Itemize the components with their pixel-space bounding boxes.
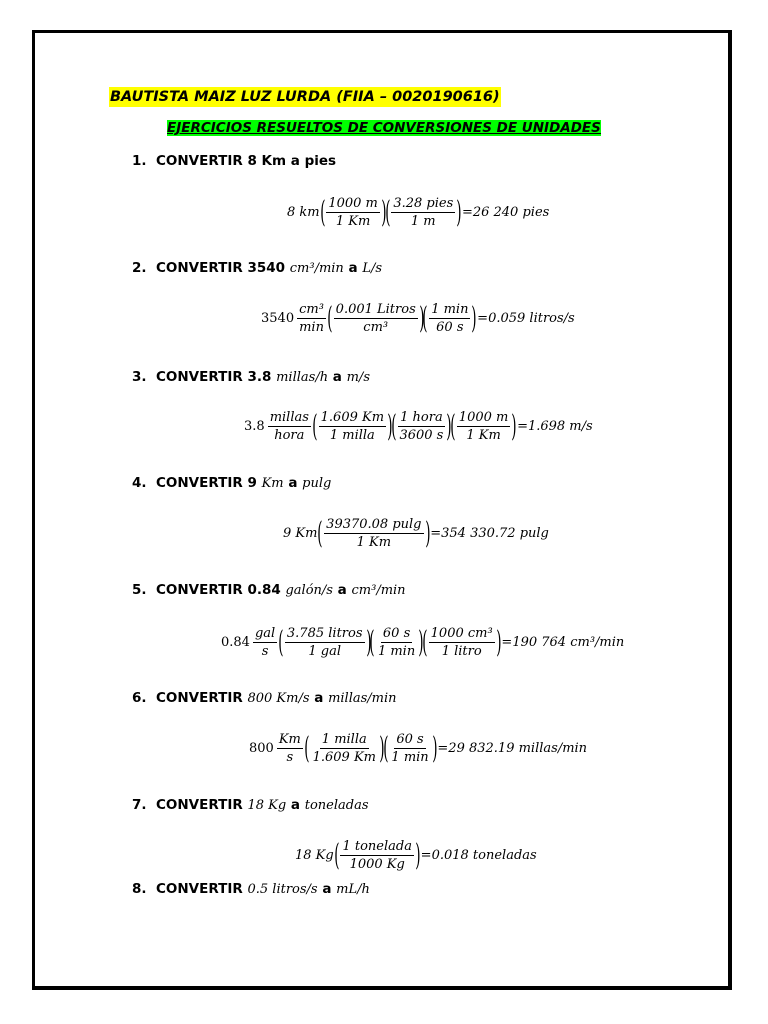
equation-4: 9 Km ( $\frac{39370.08 pulg}{1 Km}$ ) =354 330.72 pulg xyxy=(283,515,549,551)
exercise-4 xyxy=(132,473,331,494)
eq-result: =1.698 m/s xyxy=(517,419,593,434)
eq-fraction: $\frac{39370.08 pulg}{1 Km}$ xyxy=(326,517,422,550)
exercise-label: CONVERTIR 8 Km a pies xyxy=(156,153,337,169)
exercise-number: 5. xyxy=(132,582,147,598)
eq-fraction: $\frac{1000 m}{1 Km}$ xyxy=(328,196,378,229)
exercise-label: CONVERTIR 3.8 xyxy=(156,369,272,385)
exercise-3 xyxy=(132,367,370,388)
exercise-number: 1. xyxy=(132,153,147,169)
unit-from: galón/s xyxy=(285,583,333,598)
eq-fraction: $\frac{1 \min}{60 s}$ xyxy=(431,302,469,335)
exercise-number: 6. xyxy=(132,690,147,706)
unit-to: m/s xyxy=(346,370,370,385)
unit-from: 0.5 litros/s xyxy=(247,882,318,897)
unit-to: pulg xyxy=(302,476,332,491)
exercise-label: CONVERTIR 0.84 xyxy=(156,582,281,598)
equation-6: 800 $\frac{Km}{s}$ ( $\frac{\text{1 milla}}{1.609 Km}$ ) ( $\frac{60 s}{1 \min}$ ) =29 832.19 millas/min xyxy=(249,730,588,766)
exercise-8 xyxy=(132,879,370,900)
exercise-7 xyxy=(132,795,369,816)
eq-lead: 800 xyxy=(249,741,274,756)
exercise-label: CONVERTIR 3540 xyxy=(156,260,286,276)
connector: a xyxy=(348,260,358,276)
eq-result: =29 832.19 millas/min xyxy=(437,741,588,756)
connector: a xyxy=(288,475,298,491)
unit-from: Km xyxy=(261,476,284,491)
eq-lead: 8 km xyxy=(287,205,320,220)
eq-result: =354 330.72 pulg xyxy=(430,526,549,541)
exercise-2 xyxy=(132,258,382,279)
eq-fraction: $\frac{\text{1 milla}}{1.609 Km}$ xyxy=(312,732,376,765)
unit-to: cm³/min xyxy=(351,583,406,598)
eq-fraction: $\frac{\text{cm³}}{\min}$ xyxy=(299,302,324,335)
eq-result: =190 764 cm³/min xyxy=(501,635,625,650)
page-title-text: EJERCICIOS RESUELTOS DE CONVERSIONES DE UNIDADES xyxy=(167,120,601,136)
connector: a xyxy=(290,797,301,813)
unit-from: cm³/min xyxy=(289,261,344,276)
connector: a xyxy=(337,582,347,598)
connector: a xyxy=(314,690,324,706)
eq-lead: 9 Km xyxy=(283,526,318,541)
equation-1: 8 km ( $\frac{1000 m}{1 Km}$ ) ( $\frac{\text{3.28 pies}}{1 m}$ ) =26 240 pies xyxy=(287,194,550,230)
eq-result: =0.018 toneladas xyxy=(420,848,537,863)
exercise-number: 4. xyxy=(132,475,147,491)
equation-2: 3540 $\frac{\text{cm³}}{\min}$ ( $\frac{\text{0.001 Litros}}{\text{cm³}}$ ) ( $\frac{1 \min}{60 s}$ ) =0.059 litros/s xyxy=(261,300,575,336)
equation-3: 3.8 $\frac{\text{millas}}{\text{hora}}$ ( $\frac{1.609 Km}{\text{1 milla}}$ ) ( $\frac{\text{1 hora}}{3600 s}$ ) ( $\frac{1000 m}{1 Km}$ ) =1.698 m/s xyxy=(244,408,593,444)
eq-fraction: $\frac{\text{1 tonelada}}{1000 Kg}$ xyxy=(342,839,412,872)
eq-fraction: $\frac{\text{1000 cm³}}{\text{1 litro}}$ xyxy=(430,626,493,659)
exercise-number: 7. xyxy=(132,797,147,813)
unit-to: toneladas xyxy=(304,798,369,813)
eq-lead: 0.84 xyxy=(221,635,250,650)
eq-result: =0.059 litros/s xyxy=(477,311,575,326)
exercise-number: 2. xyxy=(132,260,147,276)
unit-from: millas/h xyxy=(276,370,329,385)
unit-from: 800 Km/s xyxy=(247,691,310,706)
eq-fraction: $\frac{Km}{s}$ xyxy=(278,732,301,765)
eq-fraction: $\frac{\text{3.785 litros}}{\text{1 gal}}$ xyxy=(286,626,363,659)
exercise-label: CONVERTIR 9 xyxy=(156,475,257,491)
equation-5: 0.84 $\frac{\text{gal}}{s}$ ( $\frac{\text{3.785 litros}}{\text{1 gal}}$ ) ( $\frac{60 s}{1 \min}$ ) ( $\frac{\text{1000 cm³}}{\text{1 litro}}$ ) =190 764 cm³/min xyxy=(221,624,625,660)
exercise-1 xyxy=(132,151,336,171)
connector: a xyxy=(332,369,342,385)
eq-fraction: $\frac{60 s}{1 \min}$ xyxy=(377,626,416,659)
eq-fraction: $\frac{\text{0.001 Litros}}{\text{cm³}}$ xyxy=(335,302,416,335)
unit-from: 18 Kg xyxy=(247,798,287,813)
exercise-label: CONVERTIR xyxy=(156,797,243,813)
unit-to: L/s xyxy=(362,261,383,276)
exercise-label: CONVERTIR xyxy=(156,690,243,706)
exercise-number: 3. xyxy=(132,369,147,385)
eq-fraction: $\frac{60 s}{1 \min}$ xyxy=(391,732,429,765)
eq-fraction: $\frac{\text{3.28 pies}}{1 m}$ xyxy=(393,196,454,229)
exercise-number: 8. xyxy=(132,881,147,897)
unit-to: mL/h xyxy=(336,882,370,897)
equation-7: 18 Kg ( $\frac{\text{1 tonelada}}{1000 Kg}$ ) =0.018 toneladas xyxy=(295,837,537,873)
exercise-label: CONVERTIR xyxy=(156,881,243,897)
eq-lead: 18 Kg xyxy=(295,848,334,863)
eq-fraction: $\frac{\text{gal}}{s}$ xyxy=(254,626,276,659)
unit-to: millas/min xyxy=(328,691,397,706)
eq-fraction: $\frac{\text{1 hora}}{3600 s}$ xyxy=(399,410,444,443)
eq-fraction: $\frac{\text{millas}}{\text{hora}}$ xyxy=(269,410,309,443)
eq-lead: 3540 xyxy=(261,311,295,326)
eq-fraction: $\frac{1000 m}{1 Km}$ xyxy=(458,410,509,443)
eq-lead: 3.8 xyxy=(244,419,265,434)
exercise-6 xyxy=(132,688,397,709)
eq-result: =26 240 pies xyxy=(461,205,550,220)
page-title xyxy=(167,119,601,138)
student-header: BAUTISTA MAIZ LUZ LURDA (FIIA – 0020190616) xyxy=(110,89,500,105)
exercise-5 xyxy=(132,580,406,601)
eq-fraction: $\frac{1.609 Km}{\text{1 milla}}$ xyxy=(320,410,385,443)
connector: a xyxy=(322,881,332,897)
